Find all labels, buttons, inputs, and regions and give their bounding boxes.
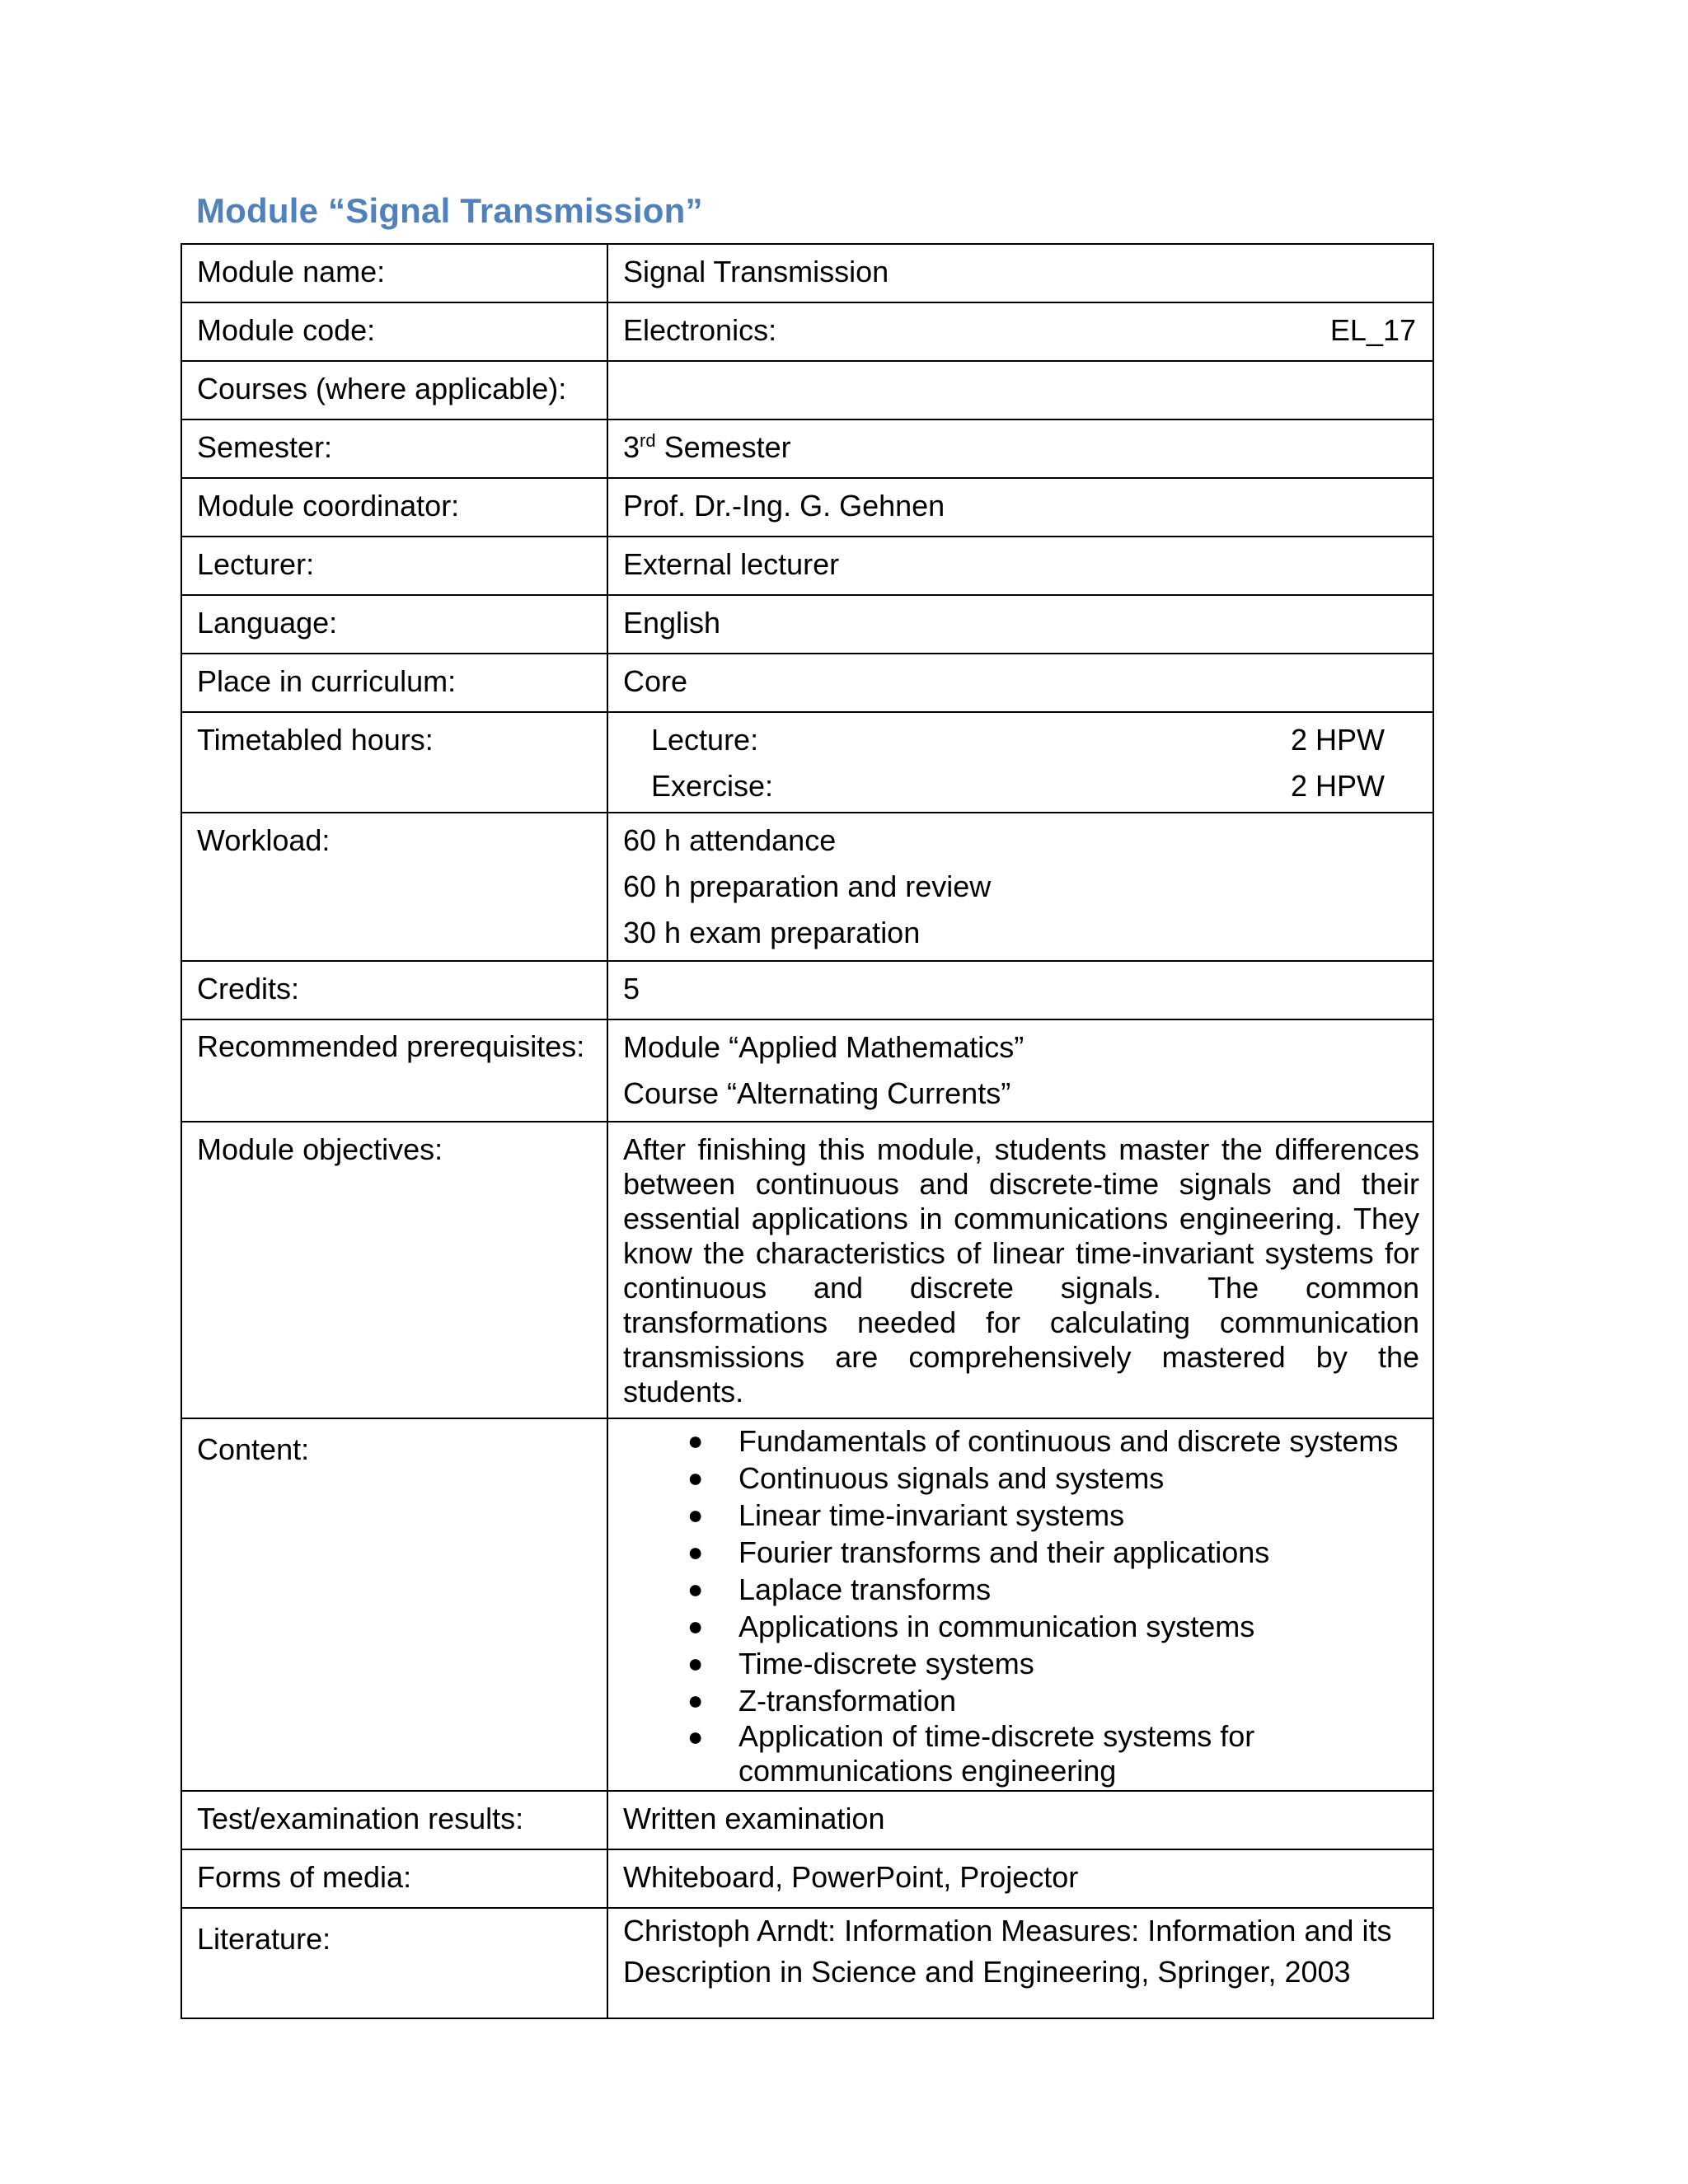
row-value: Signal Transmission xyxy=(607,244,1433,302)
timetable-line xyxy=(623,769,1419,808)
table-row xyxy=(181,1791,1433,1849)
bullet-icon: ● xyxy=(687,1611,704,1641)
list-item: ● Time-discrete systems xyxy=(687,1647,1034,1680)
row-value: Whiteboard, PowerPoint, Projector xyxy=(607,1849,1433,1908)
row-value: Written examination xyxy=(607,1791,1433,1849)
row-value: 5 xyxy=(607,961,1433,1019)
row-label: Content: xyxy=(181,1418,607,1791)
table-row xyxy=(181,1418,1433,1791)
row-label: Module objectives: xyxy=(181,1122,607,1418)
row-value xyxy=(607,419,1433,478)
row-label: Lecturer: xyxy=(181,537,607,595)
table-row xyxy=(181,595,1433,654)
semester-text: Semester xyxy=(655,430,791,464)
table-row xyxy=(181,813,1433,961)
workload-line: 60 h preparation and review xyxy=(623,869,992,903)
timetable-type: Lecture: xyxy=(651,723,759,757)
timetable-type: Exercise: xyxy=(651,769,774,803)
row-value xyxy=(607,813,1433,961)
row-value xyxy=(607,1019,1433,1122)
row-value: Prof. Dr.-Ing. G. Gehnen xyxy=(607,478,1433,537)
list-item: ● Linear time-invariant systems xyxy=(687,1498,1125,1532)
list-item: ● Z-transformation xyxy=(687,1684,957,1718)
row-value: Christoph Arndt: Information Measures: Information and its Description in Science and Engineering, Springer, 2003 xyxy=(607,1908,1433,2018)
row-value xyxy=(607,712,1433,813)
list-item: ● Fourier transforms and their applications xyxy=(687,1535,1270,1569)
bullet-icon: ● xyxy=(687,1463,704,1493)
row-label: Courses (where applicable): xyxy=(181,361,607,419)
bullet-icon: ● xyxy=(687,1685,704,1715)
row-label: Module name: xyxy=(181,244,607,302)
table-row xyxy=(181,537,1433,595)
module-code-program: Electronics: xyxy=(623,313,777,347)
prerequisite-line: Course “Alternating Currents” xyxy=(623,1076,1011,1110)
table-row xyxy=(181,712,1433,813)
row-value xyxy=(607,302,1433,361)
bullet-icon: ● xyxy=(687,1648,704,1678)
list-item: ● Application of time-discrete systems for communications engineering xyxy=(687,1719,1255,1788)
row-label: Module coordinator: xyxy=(181,478,607,537)
bullet-icon: ● xyxy=(687,1537,704,1567)
list-item: ● Fundamentals of continuous and discrete systems xyxy=(687,1424,1399,1458)
row-value: English xyxy=(607,595,1433,654)
row-label: Language: xyxy=(181,595,607,654)
prerequisite-line: Module “Applied Mathematics” xyxy=(623,1030,1025,1064)
table-row xyxy=(181,1019,1433,1122)
row-label: Literature: xyxy=(181,1908,607,2018)
semester-number: 3 xyxy=(623,430,640,464)
row-value xyxy=(607,1418,1433,1791)
table-row xyxy=(181,244,1433,302)
module-code-id: EL_17 xyxy=(1329,313,1416,347)
timetable-line xyxy=(623,723,1419,769)
table-row xyxy=(181,1908,1433,2018)
bullet-icon: ● xyxy=(687,1426,704,1455)
page-title: Module “Signal Transmission” xyxy=(196,191,703,230)
list-item: ● Applications in communication systems xyxy=(687,1610,1255,1643)
row-value: External lecturer xyxy=(607,537,1433,595)
timetable-hours: 2 HPW xyxy=(1290,723,1385,757)
row-label: Test/examination results: xyxy=(181,1791,607,1849)
table-row xyxy=(181,419,1433,478)
semester-ordinal-suffix: rd xyxy=(640,430,656,451)
row-label: Semester: xyxy=(181,419,607,478)
objectives-text: After finishing this module, students master the differences between continuous and discrete-time signals and their essential applications in communications engineering. They know the characteristics of linear time-invariant systems for continuous and discrete signals. The common transformations needed for calculating communication transmissions are comprehensively mastered by the students. xyxy=(623,1132,1419,1408)
workload-line: 60 h attendance xyxy=(623,823,837,857)
row-label: Forms of media: xyxy=(181,1849,607,1908)
table-row xyxy=(181,302,1433,361)
table-row xyxy=(181,1849,1433,1908)
row-value: Core xyxy=(607,654,1433,712)
row-value xyxy=(607,1122,1433,1418)
table-row xyxy=(181,961,1433,1019)
timetable-hours: 2 HPW xyxy=(1290,769,1385,803)
row-label: Recommended prerequisites: xyxy=(181,1019,607,1122)
row-label: Place in curriculum: xyxy=(181,654,607,712)
content-list xyxy=(623,1422,1419,1788)
row-label: Module code: xyxy=(181,302,607,361)
table-row xyxy=(181,654,1433,712)
table-row xyxy=(181,1122,1433,1418)
bullet-icon: ● xyxy=(687,1722,704,1751)
table-row xyxy=(181,478,1433,537)
module-table xyxy=(181,243,1434,2019)
bullet-icon: ● xyxy=(687,1574,704,1604)
bullet-icon: ● xyxy=(687,1500,704,1530)
row-label: Credits: xyxy=(181,961,607,1019)
row-label: Timetabled hours: xyxy=(181,712,607,813)
list-item: ● Laplace transforms xyxy=(687,1572,992,1606)
list-item: ● Continuous signals and systems xyxy=(687,1461,1165,1495)
table-row xyxy=(181,361,1433,419)
row-value xyxy=(607,361,1433,419)
workload-line: 30 h exam preparation xyxy=(623,916,921,949)
row-label: Workload: xyxy=(181,813,607,961)
